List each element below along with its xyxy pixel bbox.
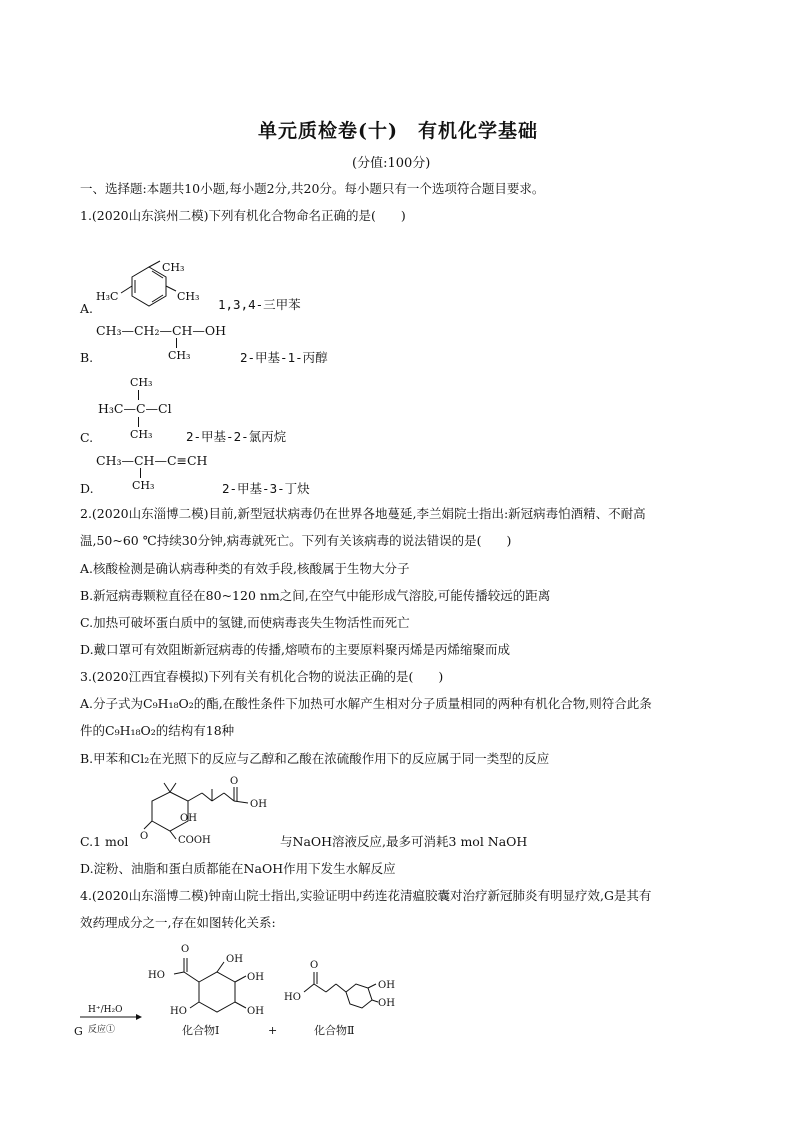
comp1-oh3: OH: [247, 1006, 264, 1017]
q1-b-label: B.: [80, 350, 94, 365]
compound-g: G: [74, 1025, 83, 1038]
q1-a-ch3-top: CH₃: [162, 261, 185, 274]
q2-stem-line1: 2.(2020山东淄博二模)目前,新型冠状病毒仍在世界各地蔓延,李兰娟院士指出:新冠病毒怕酒精、不耐高: [80, 506, 646, 521]
q3-option-d: D.淀粉、油脂和蛋白质都能在NaOH作用下发生水解反应: [80, 861, 396, 876]
q1-c-name: 2-甲基-2-氯丙烷: [186, 429, 287, 444]
q4-stem-line1: 4.(2020山东淄博二模)钟南山院士指出,实验证明中药连花清瘟胶囊对治疗新冠肺炎有明显疗效,G是其有: [80, 888, 652, 903]
page-title: 单元质检卷(十) 有机化学基础: [258, 120, 538, 142]
q3-c-oh2: OH: [180, 813, 197, 824]
q1-c-mid: H₃C—C—Cl: [98, 401, 172, 416]
comp1-oh1: OH: [226, 954, 243, 965]
q1-a-label: A.: [80, 301, 94, 316]
q3-option-c-label: C.1 mol: [80, 834, 129, 849]
q2-stem-line2: 温,50~60 ℃持续30分钟,病毒就死亡。下列有关该病毒的说法错误的是( ): [80, 533, 512, 548]
comp1-ho2: HO: [170, 1006, 187, 1017]
comp2-label: 化合物Ⅱ: [314, 1024, 355, 1037]
comp2-oh2: OH: [378, 998, 395, 1009]
q3-c-o1: O: [230, 776, 239, 787]
comp1-o: O: [181, 944, 190, 955]
q3-c-o2: O: [140, 831, 149, 842]
comp2-o: O: [310, 960, 319, 971]
q1-d-name: 2-甲基-3-丁炔: [222, 481, 310, 496]
section-heading: 一、选择题:本题共10小题,每小题2分,共20分。每小题只有一个选项符合题目要求。: [80, 181, 545, 196]
score-note: (分值:100分): [352, 156, 431, 171]
q1-c-bond-top: [138, 390, 139, 400]
q1-a-h3c-left: H₃C: [96, 290, 119, 303]
q1-a-ch3-right: CH₃: [177, 290, 200, 303]
arrow-top: H⁺/H₂O: [88, 1005, 123, 1015]
q1-a-structure: [94, 258, 214, 320]
q3-c-cooh: COOH: [178, 835, 211, 846]
q2-option-c: C.加热可破坏蛋白质中的氢键,而使病毒丧失生物活性而死亡: [80, 615, 410, 630]
arrow-bottom: 反应①: [88, 1025, 116, 1035]
q2-option-a: A.核酸检测是确认病毒种类的有效手段,核酸属于生物大分子: [80, 561, 410, 576]
q3-option-b: B.甲苯和Cl₂在光照下的反应与乙醇和乙酸在浓硫酸作用下的反应属于同一类型的反应: [80, 751, 550, 766]
q3-option-c-text: 与NaOH溶液反应,最多可消耗3 mol NaOH: [280, 834, 528, 849]
q1-stem: 1.(2020山东滨州二模)下列有机化合物命名正确的是( ): [80, 208, 406, 223]
q3-option-a-line1: A.分子式为C₉H₁₈O₂的酯,在酸性条件下加热可水解产生相对分子质量相同的两种有机化合物,则符合此条: [80, 696, 652, 711]
q1-d-branch: CH₃: [132, 479, 155, 492]
q3-option-a-line2: 件的C₉H₁₈O₂的结构有18种: [80, 723, 235, 738]
comp1-ho1: HO: [148, 970, 165, 981]
q4-reaction-scheme: [74, 940, 434, 1040]
q1-a-name: 1,3,4-三甲苯: [218, 297, 301, 312]
q2-option-d: D.戴口罩可有效阻断新冠病毒的传播,熔喷布的主要原料聚丙烯是丙烯缩聚而成: [80, 642, 511, 657]
q1-c-top: CH₃: [130, 376, 153, 389]
q3-stem: 3.(2020江西宜春模拟)下列有关有机化合物的说法正确的是( ): [80, 669, 444, 684]
q1-c-bottom: CH₃: [130, 428, 153, 441]
q2-option-b: B.新冠病毒颗粒直径在80~120 nm之间,在空气中能形成气溶胶,可能传播较远的距离: [80, 588, 551, 603]
q3-c-structure: [140, 775, 280, 850]
q4-stem-line2: 效药理成分之一,存在如图转化关系:: [80, 915, 276, 930]
comp1-label: 化合物Ⅰ: [182, 1024, 220, 1037]
comp2-oh1: OH: [378, 980, 395, 991]
q1-b-name: 2-甲基-1-丙醇: [240, 350, 328, 365]
q1-d-label: D.: [80, 481, 94, 496]
q1-d-chain: CH₃—CH—C≡CH: [96, 453, 208, 468]
q1-b-branch: CH₃: [168, 349, 191, 362]
plus-sign: +: [268, 1024, 278, 1037]
comp2-ho: HO: [284, 992, 301, 1003]
q1-b-chain: CH₃—CH₂—CH—OH: [96, 323, 227, 338]
q1-c-label: C.: [80, 430, 94, 445]
q3-c-oh1: OH: [250, 799, 267, 810]
comp1-oh2: OH: [247, 972, 264, 983]
